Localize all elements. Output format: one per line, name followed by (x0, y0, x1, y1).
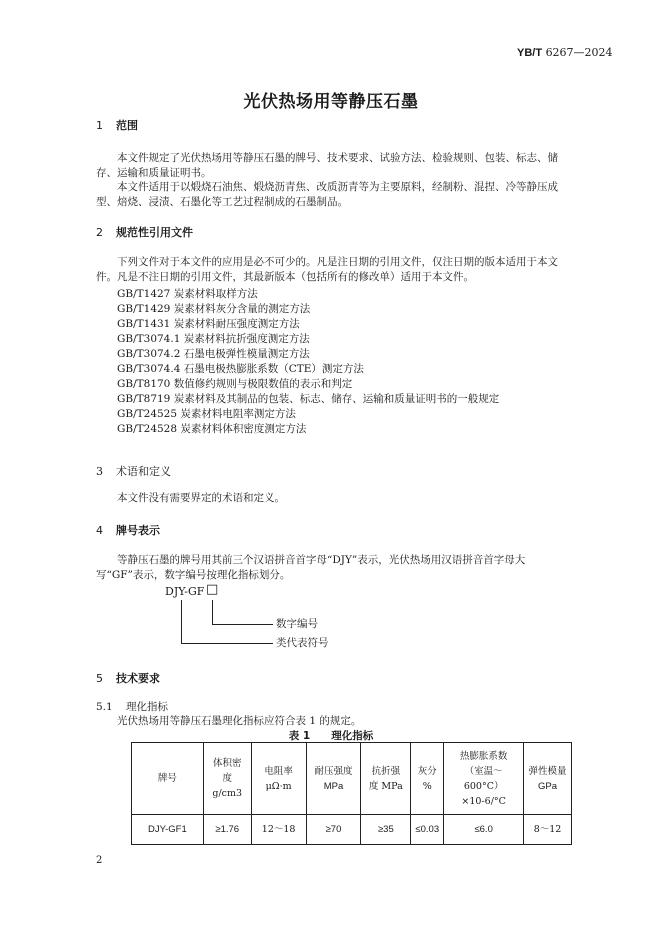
section-1-title: 范围 (116, 119, 138, 132)
subsection-5-1-body: 光伏热场用等静压石墨理化指标应符合表 1 的规定。 (117, 715, 362, 727)
header-modulus-text: 弹性模量 (528, 765, 567, 777)
reference-item: GB/T3074.2 石墨电极弹性模量测定方法 (117, 348, 310, 360)
header-flexural-line-1: 抗折强 (371, 765, 401, 777)
label-category-symbol: 类代表符号 (276, 637, 329, 649)
table-caption: 表 1 理化指标 (288, 730, 374, 742)
header-cte-line-2: （室温～ (464, 765, 503, 777)
properties-table (131, 742, 572, 845)
section-4-number: 4 (96, 524, 103, 537)
section-3-heading (96, 463, 171, 479)
header-ash-unit: % (422, 780, 432, 792)
header-compressive-text: 耐压强度 (314, 765, 353, 777)
page-number: 2 (96, 855, 103, 866)
header-cte (444, 743, 524, 815)
header-elastic-modulus (524, 743, 572, 815)
label-number-code: 数字编号 (276, 618, 318, 630)
header-density-line-2: 度 (222, 773, 232, 784)
section-5-heading (96, 670, 160, 686)
cell-cte: ≤6.0 (444, 815, 524, 845)
section-1-para-2: 本文件适用于以煅烧石油焦、煅烧沥青焦、改质沥青等为主要原料，经制粉、混捏、冷等静压成型、焙烧、浸渍、石墨化等工艺过程制成的石墨制品。 (96, 181, 558, 208)
bracket-line-inner-vertical (212, 600, 213, 625)
header-compressive-strength (306, 743, 361, 815)
reference-item: GB/T8719 炭素材料及其制品的包装、标志、储存、运输和质量证明书的一般规定 (117, 393, 500, 405)
bracket-line-outer-vertical (181, 600, 182, 644)
document-title: 光伏热场用等静压石墨 (243, 92, 419, 112)
section-3-body: 本文件没有需要界定的术语和定义。 (117, 492, 285, 504)
reference-item: GB/T3074.4 石墨电极热膨胀系数（CTE）测定方法 (117, 363, 364, 375)
header-ash-text: 灰分 (417, 765, 437, 777)
header-density-unit: g/cm3 (212, 788, 243, 799)
header-flexural-line-2: 度 MPa (368, 780, 403, 792)
bracket-line-outer-horizontal (181, 643, 273, 644)
section-3-title: 术语和定义 (116, 465, 171, 478)
bracket-line-inner-horizontal (212, 624, 273, 625)
cell-ash: ≤0.03 (411, 815, 444, 845)
reference-item: GB/T3074.1 炭素材料抗折强度测定方法 (117, 333, 310, 345)
number-box-icon: □ (206, 582, 219, 597)
header-modulus-unit: GPa (538, 780, 558, 792)
reference-item: GB/T24528 炭素材料体积密度测定方法 (117, 423, 307, 435)
subsection-5-1-title: 理化指标 (126, 701, 168, 713)
cell-density: ≥1.76 (203, 815, 251, 845)
section-5-number: 5 (96, 672, 103, 685)
cell-grade: DJY-GF1 (132, 815, 204, 845)
header-resistivity (251, 743, 306, 815)
header-density (203, 743, 251, 815)
reference-item: GB/T24525 炭素材料电阻率测定方法 (117, 408, 296, 420)
section-5-title: 技术要求 (116, 672, 160, 685)
header-resistivity-unit: μΩ·m (265, 780, 292, 792)
header-resistivity-text: 电阻率 (264, 765, 293, 777)
header-cte-unit: ×10-6/°C (461, 795, 506, 807)
header-density-line-1: 体积密 (212, 758, 242, 769)
section-1-para-1: 本文件规定了光伏热场用等静压石墨的牌号、技术要求、试验方法、检验规则、包装、标志、储存、运输和质量证明书。 (96, 152, 558, 179)
section-2-number: 2 (96, 226, 103, 239)
header-cte-line-3: 600°C） (463, 780, 504, 792)
header-cte-line-1: 热膨胀系数 (459, 750, 508, 762)
header-compressive-unit: MPa (323, 780, 344, 792)
section-1-number: 1 (96, 119, 103, 132)
cell-elastic-modulus: 8～12 (524, 815, 572, 845)
header-flexural-strength (361, 743, 411, 815)
header-grade-text: 牌号 (157, 773, 177, 784)
reference-item: GB/T1429 炭素材料灰分含量的测定方法 (117, 303, 311, 315)
section-4-body: 等静压石墨的牌号用其前三个汉语拼音首字母“DJY”表示，光伏热场用汉语拼音首字母大写“GF”表示，数字编号按理化指标划分。 (96, 554, 526, 581)
standard-number (517, 46, 613, 59)
standard-code: 6267—2024 (545, 46, 613, 59)
section-2-heading (96, 224, 193, 240)
table-row (132, 815, 572, 845)
cell-resistivity: 12～18 (251, 815, 306, 845)
cell-compressive-strength: ≥70 (306, 815, 361, 845)
section-4-heading (96, 522, 160, 538)
subsection-5-1-heading (96, 700, 168, 715)
standard-prefix: YB/T (517, 47, 543, 59)
section-1-heading (96, 117, 138, 133)
header-ash (411, 743, 444, 815)
cell-flexural-strength: ≥35 (361, 815, 411, 845)
section-3-number: 3 (96, 465, 103, 478)
header-grade (132, 743, 204, 815)
designation-code: DJY-GF (165, 585, 205, 598)
reference-item: GB/T1427 炭素材料取样方法 (117, 288, 258, 300)
subsection-5-1-number: 5.1 (96, 701, 113, 713)
table-header-row (132, 743, 572, 815)
section-4-title: 牌号表示 (116, 524, 160, 537)
section-2-title: 规范性引用文件 (116, 226, 193, 239)
reference-item: GB/T1431 炭素材料耐压强度测定方法 (117, 318, 300, 330)
section-2-intro: 下列文件对于本文件的应用是必不可少的。凡是注日期的引用文件，仅注日期的版本适用于本文件。凡是不注日期的引用文件，其最新版本（包括所有的修改单）适用于本文件。 (96, 256, 558, 283)
reference-item: GB/T8170 数值修约规则与极限数值的表示和判定 (117, 378, 353, 390)
